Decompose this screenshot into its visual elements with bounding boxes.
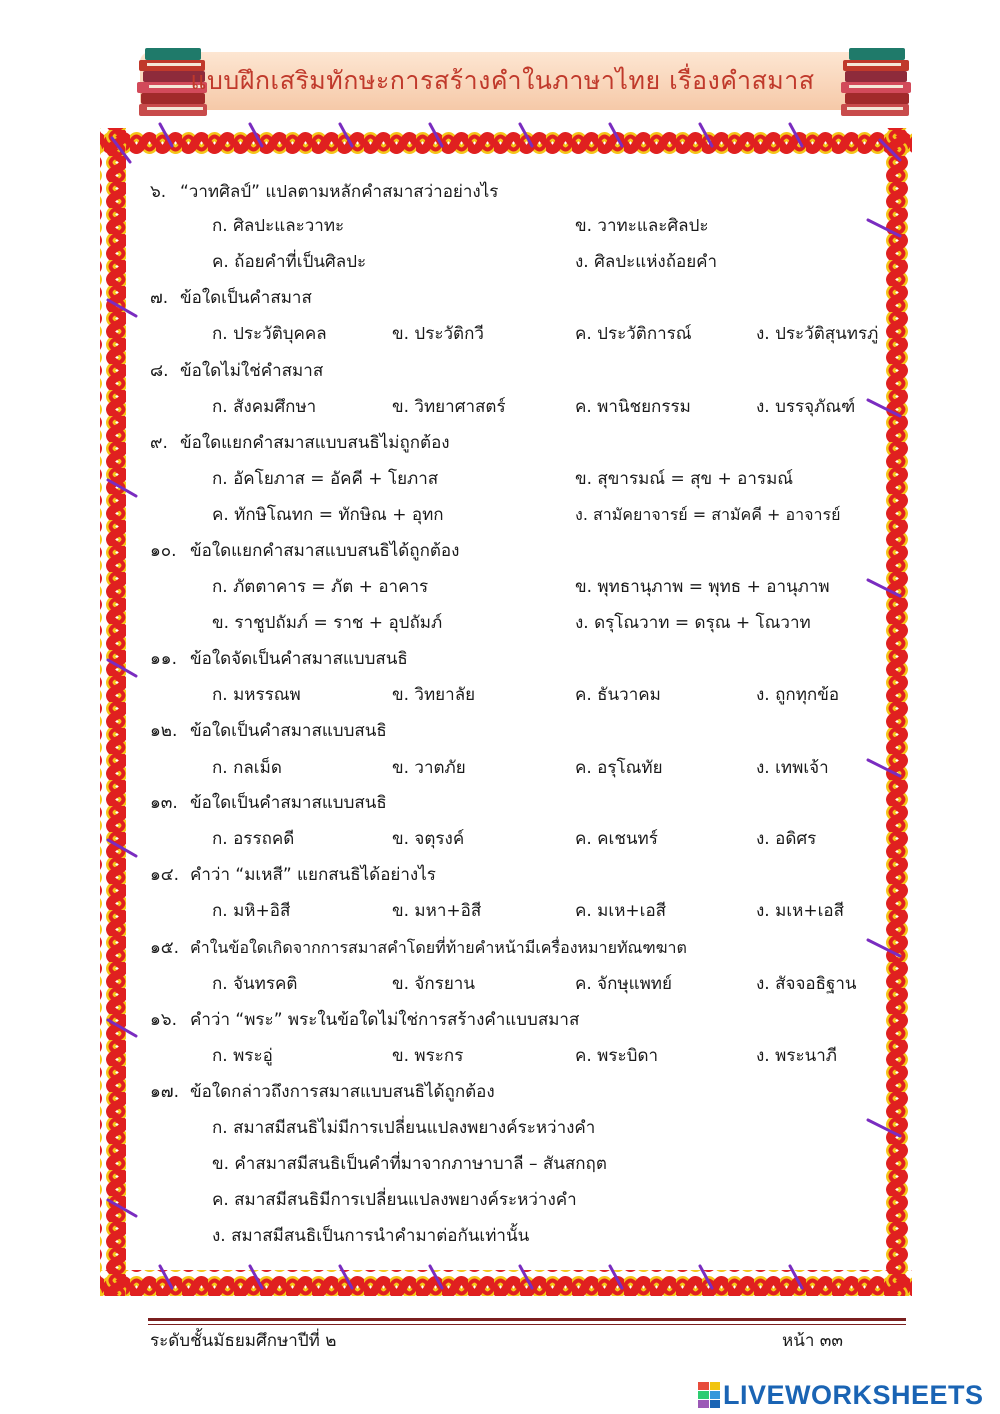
question-number: ๑๗. [150,1082,179,1102]
liveworksheets-logo[interactable] [698,1378,984,1412]
question-number: ๑๖. [150,1010,177,1030]
answer-option[interactable]: ก. สังคมศึกษา [212,397,317,417]
question-text: ข้อใดไม่ใช่คำสมาส [180,361,324,381]
answer-option[interactable]: ง. ถูกทุกข้อ [756,685,840,705]
answer-option[interactable]: ข. พุทธานุภาพ = พุทธ + อานุภาพ [575,577,830,597]
question-text: ข้อใดเป็นคำสมาสแบบสนธิ [190,793,387,813]
question-text: คำในข้อใดเกิดจากการสมาสคำโดยที่ท้ายคำหน้ามีเครื่องหมายทัณฑฆาต [190,938,687,957]
answer-option[interactable]: ง. สมาสมีสนธิเป็นการนำคำมาต่อกันเท่านั้น [212,1226,530,1246]
question-number: ๙. [150,433,168,453]
answer-option[interactable]: ก. สมาสมีสนธิไม่มีการเปลี่ยนแปลงพยางค์ระหว่างคำ [212,1118,596,1138]
question-text: คำว่า “พระ” พระในข้อใดไม่ใช่การสร้างคำแบบสมาส [190,1010,580,1030]
answer-option[interactable]: ค. สมาสมีสนธิมีการเปลี่ยนแปลงพยางค์ระหว่างคำ [212,1190,577,1210]
question-number: ๑๕. [150,938,180,958]
answer-option[interactable]: ง. สามัคยาจารย์ = สามัคคี + อาจารย์ [575,505,841,524]
answer-option[interactable]: ง. อดิศร [756,829,817,849]
answer-option[interactable]: ข. วิทยาศาสตร์ [392,397,506,417]
grade-level: ระดับชั้นมัธยมศึกษาปีที่ ๒ [150,1331,337,1351]
answer-option[interactable]: ก. ศิลปะและวาทะ [212,216,345,236]
page-title: แบบฝึกเสริมทักษะการสร้างคำในภาษาไทย เรื่องคำสมาส [190,66,815,95]
answer-option[interactable]: ง. ประวัติสุนทรภู่ [756,324,879,344]
answer-option[interactable]: ก. อรรถคดี [212,829,295,849]
answer-option[interactable]: ง. มเห+เอสี [756,901,844,921]
question-number: ๑๔. [150,865,180,885]
question-number: ๑๑. [150,649,177,669]
answer-option[interactable]: ค. พานิชยกรรม [575,397,691,417]
answer-option[interactable]: ค. ถ้อยคำที่เป็นศิลปะ [212,252,367,272]
answer-option[interactable]: ข. มหา+อิสี [392,901,482,921]
page-number: หน้า ๓๓ [782,1331,844,1351]
answer-option[interactable]: ข. วาทะและศิลปะ [575,216,709,236]
question-text: ข้อใดเป็นคำสมาสแบบสนธิ [190,721,387,741]
liveworksheets-wordmark: LIVEWORKSHEETS [723,1379,984,1410]
answer-option[interactable]: ข. จักรยาน [392,974,475,994]
footer-divider [148,1318,906,1321]
question-text: คำว่า “มเหสี” แยกสนธิได้อย่างไร [190,865,436,885]
answer-option[interactable]: ก. มหรรณพ [212,685,301,705]
answer-option[interactable]: ข. สุขารมณ์ = สุข + อารมณ์ [575,469,794,489]
question-number: ๗. [150,288,169,308]
books-stack-icon [835,44,915,122]
answer-option[interactable]: ง. เทพเจ้า [756,758,829,778]
answer-option[interactable]: ข. จตุรงค์ [392,829,465,849]
answer-option[interactable]: ค. พระบิดา [575,1046,659,1066]
question-number: ๑๒. [150,721,178,741]
question-text: ข้อใดเป็นคำสมาส [180,288,312,308]
answer-option[interactable]: ข. วาตภัย [392,758,466,778]
question-text: ข้อใดแยกคำสมาสแบบสนธิไม่ถูกต้อง [180,433,450,453]
question-text: “วาทศิลป์” แปลตามหลักคำสมาสว่าอย่างไร [180,182,499,202]
answer-option[interactable]: ก. มหิ+อิสี [212,901,291,921]
question-number: ๑๓. [150,793,178,813]
answer-option[interactable]: ก. ประวัติบุคคล [212,324,327,344]
answer-option[interactable]: ค. ทักษิโณทก = ทักษิณ + อุทก [212,505,444,525]
answer-option[interactable]: ก. ภัตตาคาร = ภัต + อาคาร [212,577,429,597]
answer-option[interactable]: ก. กลเม็ด [212,758,282,778]
answer-option[interactable]: ค. ธันวาคม [575,685,661,705]
question-number: ๑๐. [150,541,177,561]
answer-option[interactable]: ค. ประวัติการณ์ [575,324,692,344]
answer-option[interactable]: ก. อัคโยภาส = อัคคี + โยภาส [212,469,439,489]
answer-option[interactable]: ง. สัจจอธิฐาน [756,974,857,994]
answer-option[interactable]: ก. พระอู่ [212,1046,273,1066]
answer-option[interactable]: ข. ราชูปถัมภ์ = ราช + อุปถัมภ์ [212,613,443,633]
answer-option[interactable]: ข. คำสมาสมีสนธิเป็นคำที่มาจากภาษาบาลี – สันสกฤต [212,1154,607,1174]
answer-option[interactable]: ง. บรรจุภัณฑ์ [756,397,856,417]
answer-option[interactable]: ง. ศิลปะแห่งถ้อยคำ [575,252,718,272]
answer-option[interactable]: ค. จักษุแพทย์ [575,974,672,994]
answer-option[interactable]: ง. ดรุโณวาท = ดรุณ + โณวาท [575,613,811,633]
question-number: ๘. [150,361,169,381]
answer-option[interactable]: ค. มเห+เอสี [575,901,667,921]
answer-option[interactable]: ค. คเชนทร์ [575,829,658,849]
question-number: ๖. [150,182,167,202]
answer-option[interactable]: ค. อรุโณทัย [575,758,663,778]
answer-option[interactable]: ข. พระกร [392,1046,464,1066]
answer-option[interactable]: ก. จันทรคติ [212,974,298,994]
answer-option[interactable]: ง. พระนาภี [756,1046,837,1066]
question-text: ข้อใดกล่าวถึงการสมาสแบบสนธิได้ถูกต้อง [190,1082,495,1102]
question-text: ข้อใดแยกคำสมาสแบบสนธิได้ถูกต้อง [190,541,460,561]
question-text: ข้อใดจัดเป็นคำสมาสแบบสนธิ [190,649,408,669]
liveworksheets-logo-icon [698,1382,720,1408]
answer-option[interactable]: ข. ประวัติกวี [392,324,484,344]
footer-divider [148,1324,906,1325]
answer-option[interactable]: ข. วิทยาลัย [392,685,476,705]
